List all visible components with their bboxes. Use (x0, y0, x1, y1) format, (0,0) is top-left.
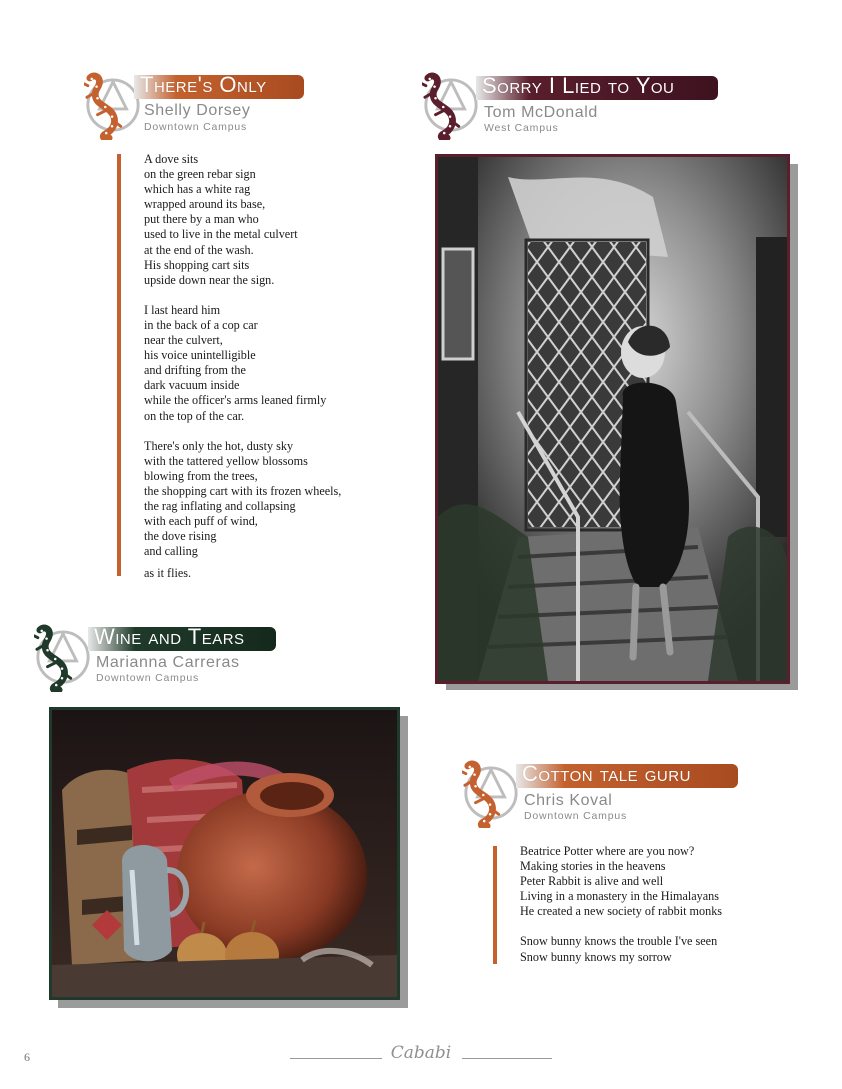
poem-line: Making stories in the heavens (520, 859, 666, 874)
poem-line: with each puff of wind, (144, 514, 258, 529)
photo-woman-stairs (438, 157, 787, 681)
poem-stanza (144, 303, 341, 424)
poem-last-line: as it flies. (144, 566, 192, 580)
poem-line: His shopping cart sits (144, 257, 250, 272)
sorry-i-lied-header (422, 72, 722, 144)
photo-frame (435, 154, 790, 684)
poem-stanza (520, 934, 722, 964)
poem-line: Living in a monastery in the Himalayans (520, 889, 720, 904)
poem-line: There's only the hot, dusty sky (144, 438, 294, 453)
title-bar (88, 624, 276, 651)
poem-line: I last heard him (144, 302, 221, 317)
author-name: Chris Koval (524, 792, 613, 809)
author-name: Marianna Carreras (96, 654, 240, 671)
painting-still-life (52, 710, 397, 997)
poem-line: the dove rising (144, 529, 217, 544)
title-bar (516, 761, 738, 788)
poem-line: the rag inflating and collapsing (144, 498, 296, 513)
footer-divider (290, 1058, 382, 1059)
poem-line: while the officer's arms leaned firmly (144, 393, 327, 408)
poem-line: the shopping cart with its frozen wheels, (144, 483, 342, 498)
poem-line: which has a white rag (144, 182, 251, 197)
poem-line: near the culvert, (144, 333, 223, 348)
poem-line: and calling (144, 544, 198, 559)
author-name: Tom McDonald (484, 104, 598, 121)
poem-line: wrapped around its base, (144, 197, 266, 212)
page-number: 6 (24, 1050, 30, 1064)
artwork-title: Wine and Tears (94, 624, 245, 649)
cotton-tale-guru-header (462, 760, 752, 832)
poem-line: his voice unintelligible (144, 348, 256, 363)
poem-line: blowing from the trees, (144, 468, 258, 483)
magazine-logo: Cababi (390, 1043, 452, 1063)
poem-line: in the back of a cop car (144, 317, 258, 332)
author-name: Shelly Dorsey (144, 102, 251, 119)
artwork-title: Sorry I Lied to You (482, 73, 675, 98)
poem-stanza (520, 844, 722, 919)
poem-line: upside down near the sign. (144, 272, 275, 287)
poem-line: Beatrice Potter where are you now? (520, 844, 695, 858)
title-bar (476, 73, 718, 100)
poem-accent-rule (493, 846, 497, 964)
poem-line: with the tattered yellow blossoms (144, 453, 308, 468)
gecko-logo-icon (462, 760, 520, 828)
poem-line: used to live in the metal culvert (144, 227, 298, 242)
poem-accent-rule (117, 154, 121, 576)
gecko-logo-icon (422, 72, 480, 140)
poem-body (144, 152, 341, 574)
footer-divider (462, 1058, 552, 1059)
poem-line: He created a new society of rabbit monks (520, 904, 723, 919)
poem-line: on the green rebar sign (144, 167, 256, 182)
painting-frame (49, 707, 400, 1000)
campus-name: Downtown Campus (524, 810, 628, 822)
wine-and-tears-header (34, 624, 284, 696)
poem-line: at the end of the wash. (144, 242, 254, 257)
gecko-logo-icon (34, 624, 92, 692)
poem-title: There's Only (140, 72, 267, 97)
poem-line: put there by a man who (144, 212, 259, 227)
campus-name: West Campus (484, 122, 559, 134)
poem-line: and drifting from the (144, 363, 246, 378)
theres-only-header (84, 72, 314, 144)
campus-name: Downtown Campus (96, 672, 200, 684)
poem-title: Cotton tale guru (522, 761, 691, 786)
poem-stanza (144, 439, 341, 560)
poem-stanza (144, 152, 341, 288)
poem-line: A dove sits (144, 152, 199, 166)
poem-line: Snow bunny knows the trouble I've seen (520, 934, 718, 949)
title-bar (134, 72, 304, 99)
poem-line: dark vacuum inside (144, 378, 240, 393)
poem-line: Snow bunny knows my sorrow (520, 949, 672, 964)
poem-line: on the top of the car. (144, 408, 245, 423)
poem-line: Peter Rabbit is alive and well (520, 874, 664, 889)
campus-name: Downtown Campus (144, 121, 248, 133)
poem-body (520, 844, 722, 980)
